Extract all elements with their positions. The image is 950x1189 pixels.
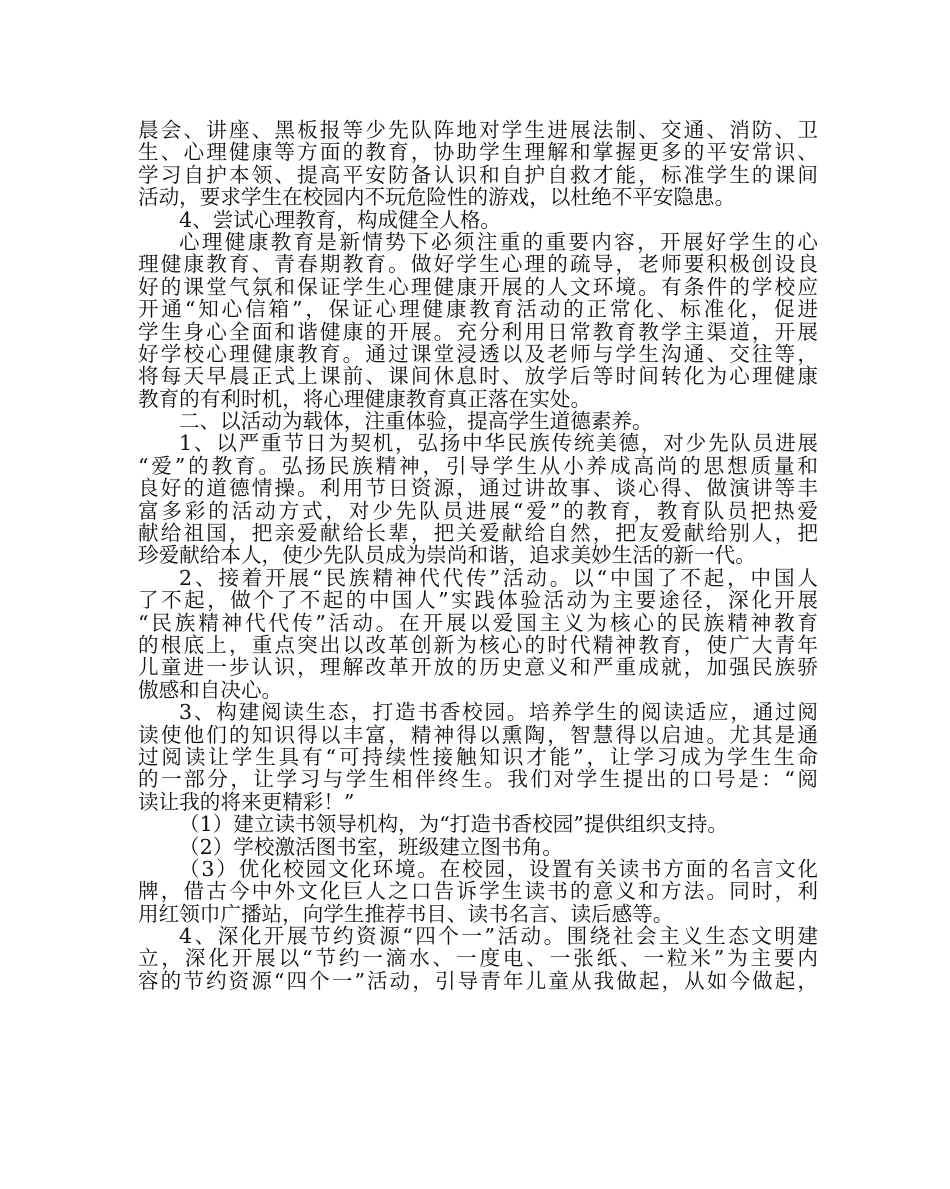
text-line: 4、深化开展节约资源“四个一”活动。围绕社会主义生态文明建 xyxy=(179,924,818,949)
text-line: 容的节约资源“四个一”活动，引导青年儿童从我做起，从如今做起， xyxy=(138,968,818,993)
text-line: 良好的道德情操。利用节日资源，通过讲故事、谈心得、做演讲等丰 xyxy=(138,476,818,501)
text-line: 学习自护本领、提高平安防备认识和自护自救才能，标准学生的课间 xyxy=(138,162,818,187)
text-line: （2）学校激活图书室，班级建立图书角。 xyxy=(179,834,563,859)
text-line: 将每天早晨正式上课前、课间休息时、放学后等时间转化为心理健康 xyxy=(138,364,818,389)
text-line: 了不起，做个了不起的中国人”实践体验活动为主要途径，深化开展 xyxy=(138,588,818,613)
text-line: 二、以活动为载体，注重体验，提高学生道德素养。 xyxy=(179,409,653,434)
text-line: 的一部分，让学习与学生相伴终生。我们对学生提出的口号是：“阅 xyxy=(138,767,818,792)
text-line: （3）优化校园文化环境。在校园，设置有关读书方面的名言文化 xyxy=(179,856,818,881)
text-line: 学生身心全面和谐健康的开展。充分利用日常教育教学主渠道，开展 xyxy=(138,319,818,344)
text-line: 献给祖国，把亲爱献给长辈，把关爱献给自然，把友爱献给别人，把 xyxy=(138,521,818,546)
text-line: 心理健康教育是新情势下必须注重的重要内容，开展好学生的心 xyxy=(179,229,818,254)
text-line: 晨会、讲座、黑板报等少先队阵地对学生进展法制、交通、消防、卫 xyxy=(138,118,818,142)
text-line: 教育的有利时机，将心理健康教育真正落在实处。 xyxy=(138,386,592,411)
text-line: 过阅读让学生具有“可持续性接触知识才能”，让学习成为学生生命 xyxy=(138,744,818,769)
text-line: 用红领巾广播站，向学生推荐书目、读书名言、读后感等。 xyxy=(138,901,674,926)
text-line: 读使他们的知识得以丰富，精神得以熏陶，智慧得以启迪。尤其是通 xyxy=(138,722,818,747)
text-line: 生、心理健康等方面的教育，协助学生理解和掌握更多的平安常识、 xyxy=(138,140,818,165)
text-line: 1、以严重节日为契机，弘扬中华民族传统美德，对少先队员进展 xyxy=(179,431,818,456)
text-line: 牌，借古今中外文化巨人之口告诉学生读书的意义和方法。同时，利 xyxy=(138,879,818,904)
text-line: 儿童进一步认识，理解改革开放的历史意义和严重成就，加强民族骄 xyxy=(138,655,818,680)
text-line: 好学校心理健康教育。通过课堂浸透以及老师与学生沟通、交往等， xyxy=(138,341,818,366)
text-line: 开通“知心信箱”，保证心理健康教育活动的正常化、标准化，促进 xyxy=(138,297,818,322)
text-line: 好的课堂气氛和保证学生心理健康开展的人文环境。有条件的学校应 xyxy=(138,274,818,299)
text-line: 活动，要求学生在校园内不玩危险性的游戏，以杜绝不平安隐患。 xyxy=(138,185,736,210)
text-line: （1）建立读书领导机构，为“打造书香校园”提供组织支持。 xyxy=(179,812,728,837)
text-line: “民族精神代代传”活动。在开展以爱国主义为核心的民族精神教育 xyxy=(138,610,818,635)
text-line: 读让我的将来更精彩！” xyxy=(138,789,355,814)
text-line: 富多彩的活动方式，对少先队员进展“爱”的教育，教育队员把热爱 xyxy=(138,498,818,523)
document-body-text xyxy=(138,119,818,992)
text-line: 2、接着开展“民族精神代代传”活动。以“中国了不起，中国人 xyxy=(179,565,818,590)
text-line: 3、构建阅读生态，打造书香校园。培养学生的阅读适应，通过阅 xyxy=(179,700,818,725)
text-line: “爱”的教育。弘扬民族精神，引导学生从小养成高尚的思想质量和 xyxy=(138,453,818,478)
text-line: 4、尝试心理教育，构成健全人格。 xyxy=(179,207,502,232)
text-line: 傲感和自决心。 xyxy=(138,677,283,702)
text-line: 珍爱献给本人，使少先队员成为崇尚和谐，追求美妙生活的新一代。 xyxy=(138,543,756,568)
text-line: 的根底上，重点突出以改革创新为核心的时代精神教育，使广大青年 xyxy=(138,632,818,657)
text-line: 立，深化开展以“节约一滴水、一度电、一张纸、一粒米”为主要内 xyxy=(138,946,818,971)
text-line: 理健康教育、青春期教育。做好学生心理的疏导，老师要积极创设良 xyxy=(138,252,818,277)
